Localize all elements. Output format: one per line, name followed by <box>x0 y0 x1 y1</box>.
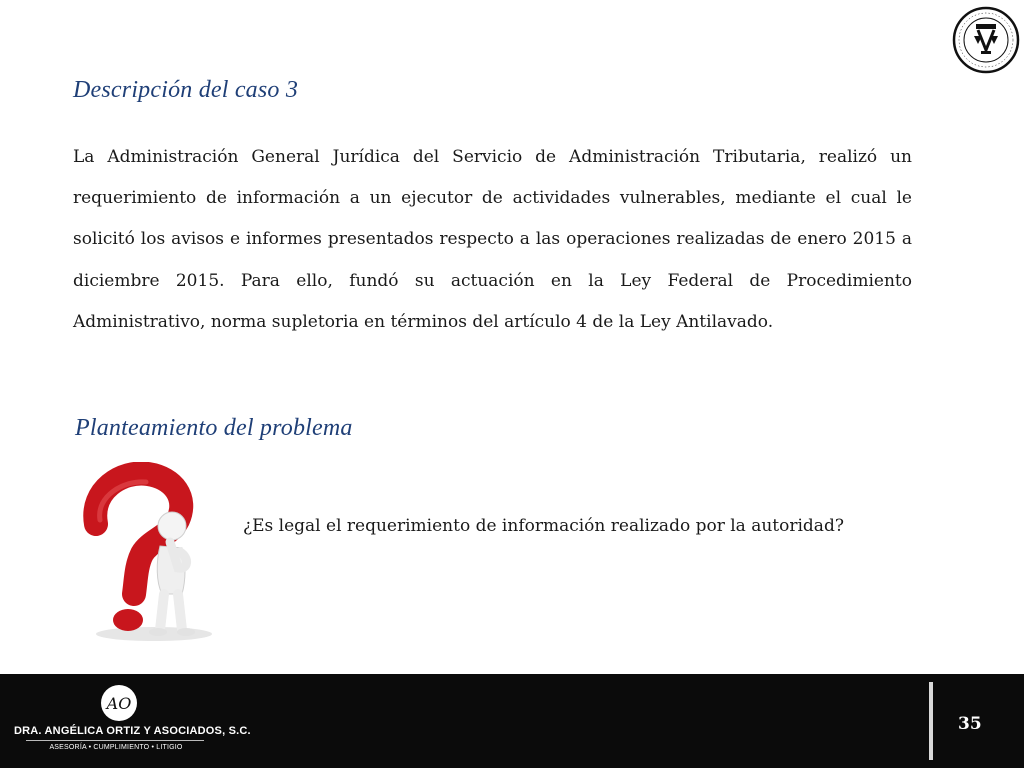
firm-logo <box>100 684 138 722</box>
thinking-figure-illustration <box>82 462 222 648</box>
footer-divider <box>929 682 933 760</box>
problem-question: ¿Es legal el requerimiento de información realizado por la autoridad? <box>243 516 844 536</box>
firm-name: DRA. ANGÉLICA ORTIZ Y ASOCIADOS, S.C. <box>14 725 251 737</box>
monogram-logo-icon <box>100 684 138 722</box>
footer-bar <box>0 674 1024 768</box>
case-heading: Descripción del caso 3 <box>73 77 299 103</box>
firm-seal <box>952 6 1020 74</box>
case-description: La Administración General Jurídica del Servicio de Administración Tributaria, realizó un requerimiento de información a un ejecutor de actividades vulnerables, mediante el cual le solicitó los avisos e informes presentados respecto a las operaciones realizadas de enero 2015 a diciembre 2015. Para ello, fundó su actuación en la Ley Federal de Procedimiento Administrativo, norma supletoria en términos del artículo 4 de la Ley Antilavado. <box>73 147 912 332</box>
monogram-text: AO <box>106 694 132 713</box>
firm-tagline: ASESORÍA • CUMPLIMIENTO • LITIGIO <box>49 744 183 751</box>
law-firm-seal-icon <box>952 6 1020 74</box>
problem-heading: Planteamiento del problema <box>75 415 353 441</box>
firm-divider <box>26 740 204 741</box>
thinking-figure-question-mark-icon <box>82 462 222 648</box>
page-number: 35 <box>958 714 982 734</box>
